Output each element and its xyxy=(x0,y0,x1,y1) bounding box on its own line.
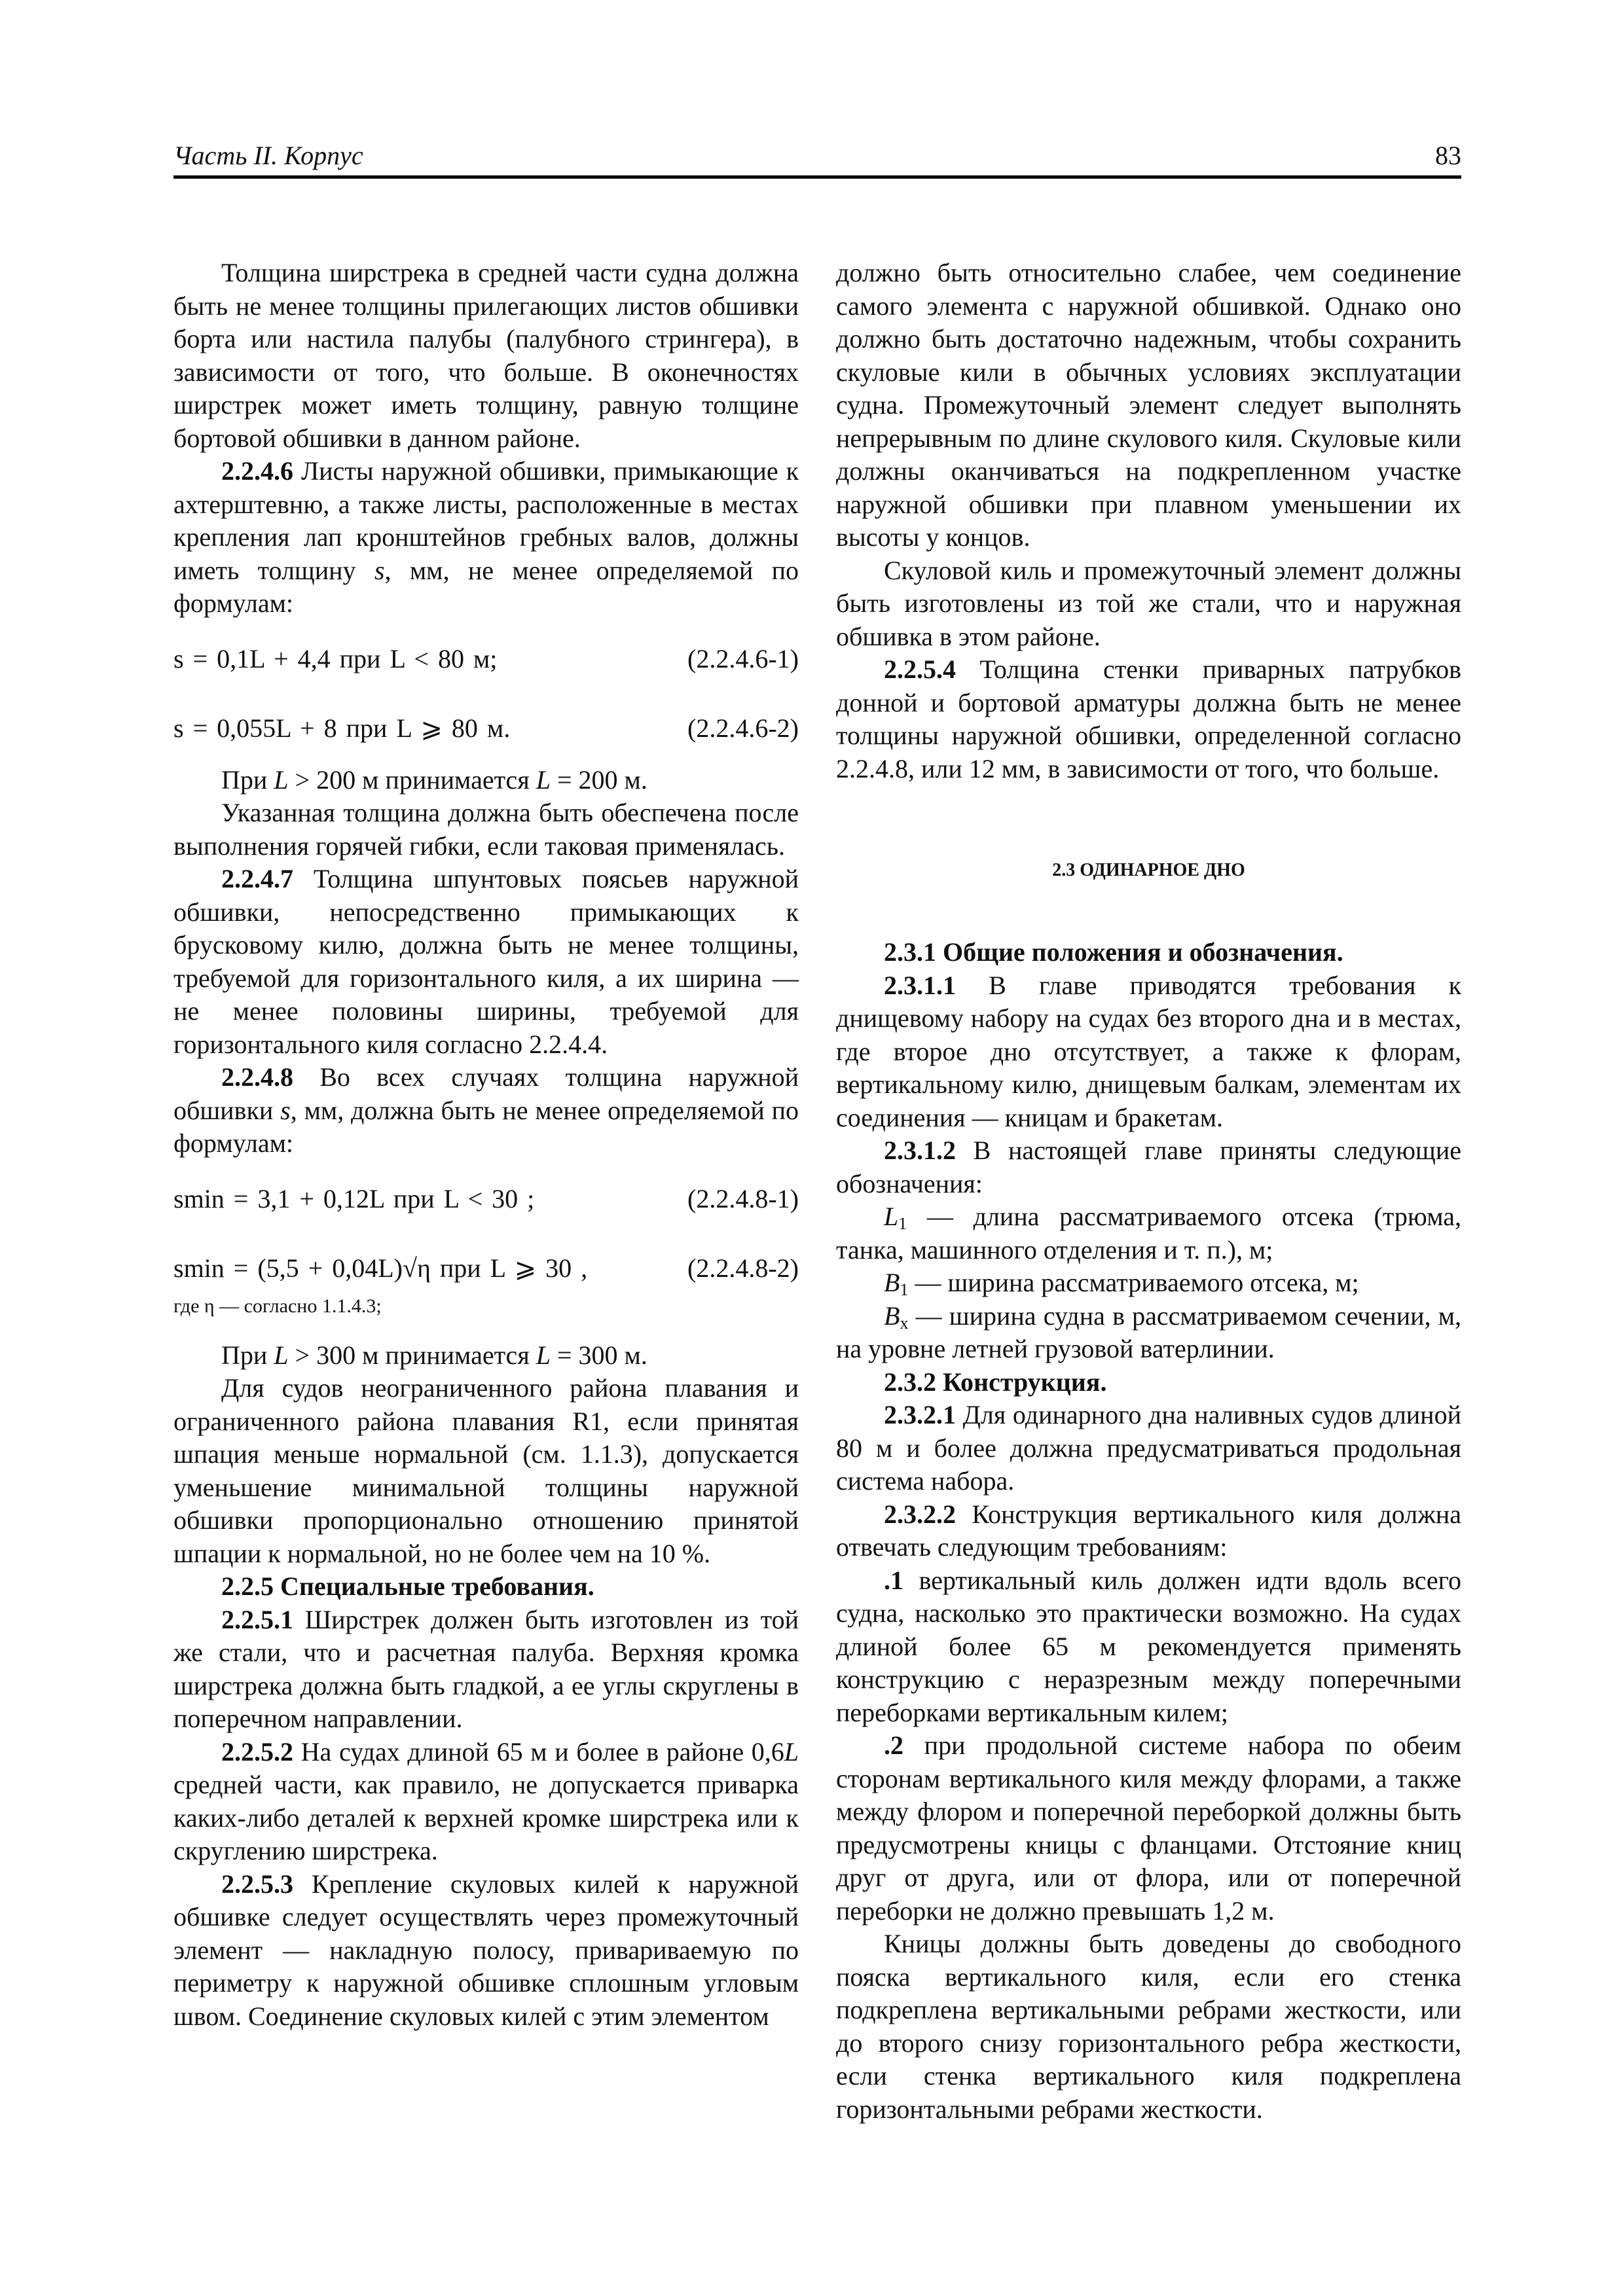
subsection-heading: 2.2.5 Специальные требования. xyxy=(221,1571,594,1601)
paragraph xyxy=(173,257,799,455)
paragraph xyxy=(836,1366,1461,1399)
paragraph-text: При L > 200 м принимается L = 200 м. xyxy=(221,764,647,795)
paragraph xyxy=(836,257,1461,554)
formula-number: (2.2.4.8-1) xyxy=(687,1183,799,1213)
formula-note: где η — согласно 1.1.4.3; xyxy=(173,1295,382,1317)
symbol-subscript: 1 xyxy=(898,1214,907,1233)
paragraph xyxy=(836,1399,1461,1498)
paragraph xyxy=(173,1061,799,1160)
clause-number: 2.3.1.2 xyxy=(884,1136,956,1165)
paragraph xyxy=(836,554,1461,654)
running-title: Часть II. Корпус xyxy=(173,141,363,170)
paragraph xyxy=(836,1564,1461,1730)
clause-number: .2 xyxy=(884,1731,903,1760)
paragraph-text: вертикальный киль должен идти вдоль всего судна, насколько это практически возможно. На судах длиной более 65 м рекомендуется применять конструкцию с неразрезным между поперечными переборками вертикальным килем; xyxy=(836,1565,1462,1727)
paragraph xyxy=(173,1570,799,1604)
formula-expression: s = 0,1L + 4,4 при L < 80 м; xyxy=(173,643,498,673)
paragraph xyxy=(173,1868,799,2034)
paragraph xyxy=(173,455,799,620)
clause-number: 2.3.2.2 xyxy=(884,1499,956,1529)
paragraph xyxy=(836,936,1461,969)
formula-expression: smin = 3,1 + 0,12L при L < 30 ; xyxy=(173,1183,535,1213)
formula-number: (2.2.4.6-2) xyxy=(687,713,799,743)
symbol-subscript: 1 xyxy=(900,1280,909,1299)
paragraph-text: На судах длиной 65 м и более в районе 0,6L средней части, как правило, не допускается приварка каких-либо деталей к верхней кромке ширстрека или к скруглению ширстрека. xyxy=(173,1736,799,1865)
symbol: B xyxy=(884,1300,900,1331)
clause-number: 2.3.1.1 xyxy=(884,970,956,1000)
paragraph xyxy=(173,1372,799,1570)
paragraph xyxy=(836,1266,1461,1300)
paragraph-text: Ширстрек должен быть изготовлен из той же стали, что и расчетная палуба. Верхняя кромка ширстрека должна быть гладкой, а ее углы скруглены в поперечном направлении. xyxy=(173,1604,799,1733)
paragraph-text: Указанная толщина должна быть обеспечена после выполнения горячей гибки, если таковая применялась. xyxy=(173,798,799,861)
running-header xyxy=(173,139,1461,178)
clause-number: 2.3.2.1 xyxy=(884,1400,956,1429)
paragraph-text: Листы наружной обшивки, примыкающие к ахтерштевню, а также листы, расположенные в местах крепления лап кронштейнов гребных валов, должны иметь толщину s, мм, не менее определяемой по формулам: xyxy=(173,456,799,618)
paragraph-text: при продольной системе набора по обеим сторонам вертикального киля между флорами, а также между флором и поперечной переборкой должны быть предусмотрены кницы с фланцами. Отстояние книц друг от друга, или от флора, или от поперечной переборки не должно превышать 1,2 м. xyxy=(836,1731,1462,1926)
header-rule xyxy=(173,175,1461,179)
paragraph-text: Толщина стенки приварных патрубков донной и бортовой арматуры должна быть не менее толщины наружной обшивки, определенной согласно 2.2.4.8, или 12 мм, в зависимости от того, что больше. xyxy=(836,655,1461,783)
paragraph-text: — длина рассматриваемого отсека (трюма, танка, машинного отделения и т. п.), м; xyxy=(836,1202,1461,1265)
clause-number: 2.2.4.8 xyxy=(221,1062,293,1092)
paragraph xyxy=(836,653,1461,785)
clause-number: 2.2.4.6 xyxy=(221,456,293,486)
paragraph xyxy=(836,1729,1461,1928)
formula xyxy=(173,694,799,764)
paragraph xyxy=(173,1339,799,1372)
paragraph-text: Толщина шпунтовых поясьев наружной обшивки, непосредственно примыкающих к брусковому килю, должна быть не менее толщины, требуемой для горизонтального киля, а их ширина — не менее половины ширины, требуемой для горизонтального киля согласно 2.2.4.4. xyxy=(173,864,799,1059)
formula-expression: s = 0,055L + 8 при L ⩾ 80 м. xyxy=(173,713,511,743)
paragraph-text: Толщина ширстрека в средней части судна должна быть не менее толщины прилегающих листов обшивки борта или настила палубы (палубного стрингера), в зависимости от того, что больше. В оконечностях ширстрек может иметь толщину, равную толщине бортовой обшивки в данном районе. xyxy=(173,258,799,453)
paragraph xyxy=(836,1300,1461,1366)
paragraph-text: Скуловой киль и промежуточный элемент должны быть изготовлены из той же стали, что и наружная обшивка в этом районе. xyxy=(836,555,1461,651)
formula xyxy=(173,1234,799,1304)
clause-number: 2.2.5.3 xyxy=(221,1869,293,1899)
subsection-heading: 2.3.1 Общие положения и обозначения. xyxy=(884,937,1343,967)
clause-number: 2.2.5.4 xyxy=(884,655,956,684)
paragraph xyxy=(173,863,799,1061)
paragraph xyxy=(836,1928,1461,2126)
left-column xyxy=(173,257,799,2033)
formula-number: (2.2.4.6-1) xyxy=(687,643,799,673)
clause-number: 2.2.5.2 xyxy=(221,1736,293,1767)
paragraph xyxy=(836,969,1461,1135)
paragraph xyxy=(836,1200,1461,1266)
section-heading: 2.3 ОДИНАРНОЕ ДНО xyxy=(1052,860,1245,880)
paragraph-text: Конструкция вертикального киля должна отвечать следующим требованиям: xyxy=(836,1499,1461,1562)
formula xyxy=(173,620,799,694)
paragraph-text: В настоящей главе приняты следующие обозначения: xyxy=(836,1136,1462,1198)
clause-number: 2.2.4.7 xyxy=(221,864,293,893)
paragraph xyxy=(173,1604,799,1736)
paragraph-text: Во всех случаях толщина наружной обшивки s, мм, должна быть не менее определяемой по формулам: xyxy=(173,1062,799,1158)
paragraph xyxy=(836,1498,1461,1564)
formula xyxy=(173,1160,799,1234)
right-column xyxy=(836,257,1461,2126)
symbol: B xyxy=(884,1268,900,1297)
symbol: L xyxy=(884,1202,899,1231)
clause-number: .1 xyxy=(884,1565,903,1595)
paragraph-text: Для одинарного дна наливных судов длиной 80 м и более должна предусматриваться продольная система набора. xyxy=(836,1400,1461,1496)
paragraph-text: Кницы должны быть доведены до свободного пояска вертикального киля, если его стенка подкреплена вертикальными ребрами жесткости, или до второго снизу горизонтального ребра жесткости, если стенка вертикального киля подкреплена горизонтальными ребрами жесткости. xyxy=(836,1929,1461,2124)
paragraph-text: В главе приводятся требования к днищевому набору на судах без второго дна и в местах, где второе дно отсутствует, а также к флорам, вертикальному килю, днищевым балкам, элементам их соединения — кницам и бракетам. xyxy=(836,970,1461,1132)
paragraph-text: — ширина рассматриваемого отсека, м; xyxy=(908,1268,1359,1297)
paragraph-text: Крепление скуловых килей к наружной обшивке следует осуществлять через промежуточный элемент — накладную полосу, привариваемую по периметру к наружной обшивке сплошным угловым швом. Соединение скуловых килей с этим элементом xyxy=(173,1869,799,2031)
paragraph-text: должно быть относительно слабее, чем соединение самого элемента с наружной обшивкой. Однако оно должно быть достаточно надежным, чтобы сохранить скуловые кили в обычных условиях эксплуатации судна. Промежуточный элемент следует выполнять непрерывным по длине скулового киля. Скуловые кили должны оканчиваться на подкрепленном участке наружной обшивки при плавном уменьшении их высоты у концов. xyxy=(836,258,1461,552)
symbol-subscript: x xyxy=(900,1313,909,1333)
paragraph xyxy=(173,764,799,797)
paragraph-text: — ширина судна в рассматриваемом сечении, м, на уровне летней грузовой ватерлинии. xyxy=(836,1300,1461,1363)
paragraph-text: Для судов неограниченного района плавания и ограниченного района плавания R1, если принятая шпация меньше нормальной (см. 1.1.3), допускается уменьшение минимальной толщины наружной обшивки пропорционально отношению принятой шпации к нормальной, но не более чем на 10 %. xyxy=(173,1373,799,1568)
formula-number: (2.2.4.8-2) xyxy=(687,1253,799,1283)
subsection-heading: 2.3.2 Конструкция. xyxy=(884,1367,1107,1397)
paragraph-text: При L > 300 м принимается L = 300 м. xyxy=(221,1340,647,1370)
formula-expression: smin = (5,5 + 0,04L)√η при L ⩾ 30 , xyxy=(173,1253,588,1283)
clause-number: 2.2.5.1 xyxy=(221,1604,293,1634)
paragraph xyxy=(836,1134,1461,1200)
page-number: 83 xyxy=(1435,141,1461,170)
paragraph xyxy=(173,797,799,863)
paragraph xyxy=(173,1736,799,1868)
